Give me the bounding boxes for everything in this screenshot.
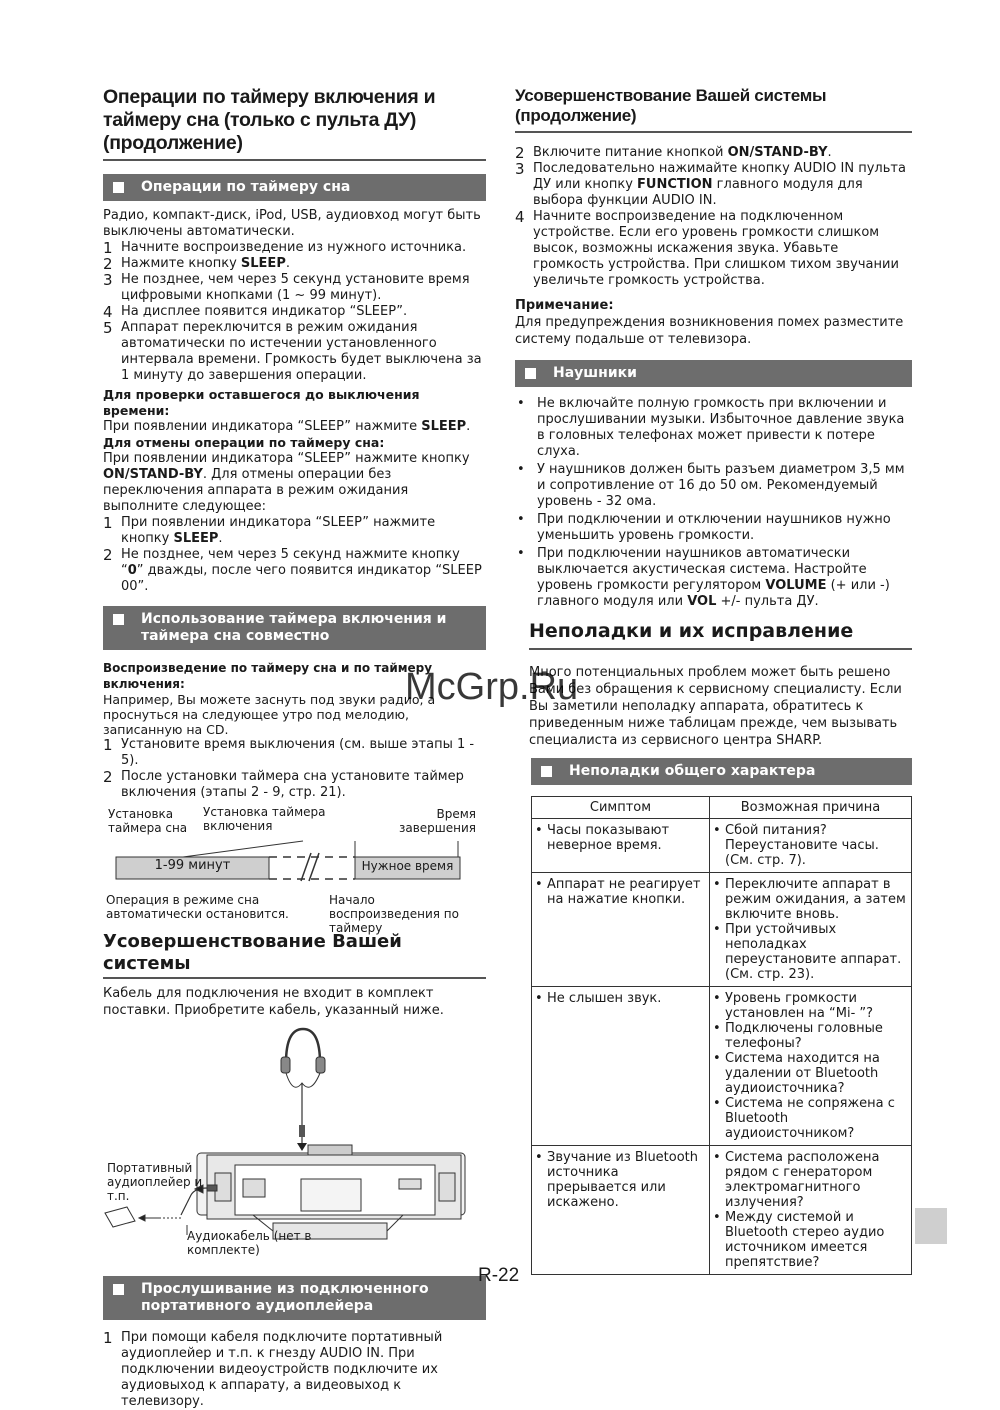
numbered-step	[103, 304, 486, 320]
label-portable-player: Портативный аудиоплейер и т.п.	[107, 1161, 203, 1203]
portable-section-header	[103, 1276, 486, 1320]
numbered-step	[515, 145, 912, 161]
portable-section-title: Прослушивание из подключенного портативного аудиоплейера	[141, 1281, 429, 1314]
square-bullet-icon	[113, 614, 124, 625]
page-title-right: Усовершенствование Вашей системы (продолжение)	[515, 84, 912, 133]
cause-text: Уровень громкости установлен на “Mi- ”?	[725, 991, 874, 1021]
bullet-icon: •	[713, 1096, 721, 1111]
cancel-steps	[103, 515, 486, 595]
symptom-text: Звучание из Bluetooth источника прерывается или искажено.	[547, 1150, 699, 1210]
page-title-left: Операции по таймеру включения и таймеру сна (только с пульта ДУ) (продолжение)	[103, 84, 486, 161]
col-cause: Возможная причина	[710, 797, 912, 819]
cause-text: Между системой и Bluetooth стерео аудио источником имеется препятствие?	[725, 1210, 885, 1270]
cause-cell	[710, 987, 912, 1146]
bullet-icon: •	[517, 546, 525, 561]
headphones-bullets	[515, 396, 912, 610]
cause-cell	[710, 873, 912, 987]
enhance-title: Усовершенствование Вашей системы	[103, 931, 402, 974]
combined-section-title: Использование таймера включения и таймера сна совместно	[141, 611, 447, 644]
step-number: 2	[103, 546, 113, 564]
bullet-text: У наушников должен быть разъем диаметром 3,5 мм и сопротивление от 16 до 50 ом. Рекомендуемый уровень - 32 ома.	[537, 462, 905, 509]
step-number: 4	[515, 208, 525, 226]
step-number: 1	[103, 736, 113, 754]
right-steps	[515, 145, 912, 289]
square-bullet-icon	[113, 182, 124, 193]
check-text: При появлении индикатора “SLEEP” нажмите SLEEP.	[103, 419, 471, 434]
step-text: При помощи кабеля подключите портативный аудиоплейер и т.п. к гнезду AUDIO IN. При подключении видеоустройств подключите их аудиовыход к аппарату, а видеовыход к телевизору.	[121, 1330, 443, 1409]
cancel-heading: Для отмены операции по таймеру сна:	[103, 435, 385, 450]
bullet-icon: •	[517, 512, 525, 527]
step-number: 5	[103, 319, 113, 337]
sleep-section-title: Операции по таймеру сна	[141, 179, 351, 195]
step-number: 3	[103, 271, 113, 289]
numbered-step	[515, 161, 912, 209]
bullet-icon: •	[713, 922, 721, 937]
cause-text: Система не сопряжена с Bluetooth аудиоисточником?	[725, 1096, 895, 1141]
sleep-intro: Радио, компакт-диск, iPod, USB, аудиовход могут быть выключены автоматически.	[103, 208, 481, 239]
portable-steps	[103, 1330, 486, 1410]
bullet-icon: •	[713, 877, 721, 892]
bullet-icon: •	[535, 991, 543, 1006]
cancel-text: При появлении индикатора “SLEEP” нажмите кнопку ON/STAND-BY. Для отмены операции без переключения аппарата в режим ожидания выполните следующее:	[103, 451, 470, 514]
combined-intro: Например, Вы можете заснуть под звуки радио, а проснуться на следующее утро под мелодию, записанную на CD.	[103, 692, 436, 737]
note-text: Для предупреждения возникновения помех разместите систему подальше от телевизора.	[515, 315, 904, 347]
combined-subheading: Воспроизведение по таймеру сна и по таймеру включения:	[103, 661, 433, 691]
combined-steps	[103, 737, 486, 801]
table-row	[532, 819, 912, 873]
sleep-steps	[103, 240, 486, 384]
step-text: Начните воспроизведение на подключенном устройстве. Если его уровень громкости слишком высок, возможны искажения звука. Убавьте громкость устройства. При слишком тихом звучании увеличьте громкость устройства.	[533, 209, 899, 288]
step-text: Аппарат переключится в режим ожидания автоматически по истечении установленного интервала времени. Громкость будет выключена за 1 минуту до завершения операции.	[121, 320, 482, 383]
general-problems-title: Неполадки общего характера	[569, 763, 816, 779]
numbered-step	[103, 1330, 486, 1410]
combined-section-header	[103, 606, 486, 650]
symptom-text: Не слышен звук.	[547, 991, 662, 1006]
bullet-icon: •	[713, 991, 721, 1006]
numbered-step	[103, 547, 486, 595]
step-number: 4	[103, 303, 113, 321]
step-text: На дисплее появится индикатор “SLEEP”.	[121, 304, 408, 319]
troubleshooting-title: Неполадки и их исправление	[529, 620, 912, 650]
page-side-tab	[915, 1208, 947, 1244]
col-symptom: Симптом	[532, 797, 710, 819]
headphones-icon	[281, 1029, 325, 1151]
numbered-step	[515, 209, 912, 289]
step-number: 2	[103, 768, 113, 786]
numbered-step	[103, 515, 486, 547]
symptom-cell	[532, 819, 710, 873]
label-audio-cable: Аудиокабель (нет в комплекте)	[187, 1229, 312, 1257]
left-column	[103, 84, 486, 1410]
cause-text: Система находится на удалении от Bluetooth аудиоисточника?	[725, 1051, 880, 1096]
bullet-icon: •	[517, 396, 525, 411]
square-bullet-icon	[525, 368, 536, 379]
step-text: Не позднее, чем через 5 секунд установите время цифровыми кнопками (1 ~ 99 минут).	[121, 272, 470, 303]
bullet-text: Не включайте полную громкость при включении и прослушивании музыки. Избыточное давление звука в головных телефонах может привести к потере слуха.	[537, 396, 905, 459]
step-number: 1	[103, 514, 113, 532]
bullet-item	[515, 396, 912, 460]
cause-text: Сбой питания? Переустановите часы. (См. стр. 7).	[725, 823, 879, 868]
cause-text: Система расположена рядом с генератором электромагнитного излучения?	[725, 1150, 880, 1210]
step-text: Последовательно нажимайте кнопку AUDIO IN пульта ДУ или кнопку FUNCTION главного модуля для выбора функции AUDIO IN.	[533, 161, 906, 208]
bullet-icon: •	[535, 823, 543, 838]
main-unit-back	[197, 1145, 465, 1239]
connection-diagram	[103, 1025, 486, 1273]
step-text: Установите время выключения (см. выше этапы 1 - 5).	[121, 737, 475, 768]
troubleshooting-table	[531, 796, 912, 1275]
label-sleep-set: Установка таймера сна	[108, 807, 188, 835]
portable-player-icon	[105, 1207, 187, 1235]
general-problems-header	[531, 758, 912, 785]
cause-cell	[710, 819, 912, 873]
note-heading: Примечание:	[515, 298, 614, 313]
enhance-divider	[103, 977, 486, 979]
step-number: 1	[103, 1329, 113, 1347]
square-bullet-icon	[541, 766, 552, 777]
symptom-cell	[532, 873, 710, 987]
step-text: Начните воспроизведение из нужного источника.	[121, 240, 467, 255]
bullet-item	[515, 462, 912, 510]
numbered-step	[103, 256, 486, 272]
bullet-item	[515, 546, 912, 610]
step-number: 1	[103, 239, 113, 257]
timer-diagram	[103, 805, 486, 935]
step-text: При появлении индикатора “SLEEP” нажмите кнопку SLEEP.	[121, 515, 436, 546]
page-number: R-22	[478, 1265, 520, 1286]
label-timer-set: Установка таймера включения	[203, 805, 326, 833]
step-number: 3	[515, 160, 525, 178]
step-text: После установки таймера сна установите таймер включения (этапы 2 - 9, стр. 21).	[121, 769, 464, 800]
numbered-step	[103, 240, 486, 256]
symptom-text: Аппарат не реагирует на нажатие кнопки.	[547, 877, 701, 907]
numbered-step	[103, 272, 486, 304]
table-row	[532, 873, 912, 987]
sleep-section-header	[103, 174, 486, 201]
bullet-item	[515, 512, 912, 544]
step-text: Нажмите кнопку SLEEP.	[121, 256, 290, 271]
box-left-label: 1-99 минут	[154, 858, 231, 873]
enhance-intro: Кабель для подключения не входит в комплект поставки. Приобретите кабель, указанный ниже.	[103, 986, 444, 1018]
bullet-text: При подключении и отключении наушников нужно уменьшить уровень громкости.	[537, 512, 891, 543]
bullet-icon: •	[535, 1150, 543, 1165]
check-heading: Для проверки оставшегося до выключения времени:	[103, 387, 420, 418]
label-bottom-left: Операция в режиме сна автоматически остановится.	[106, 893, 289, 921]
table-row	[532, 987, 912, 1146]
cause-text: Подключены головные телефоны?	[725, 1021, 883, 1051]
bullet-icon: •	[713, 1150, 721, 1165]
bullet-icon: •	[713, 1051, 721, 1066]
bullet-icon: •	[535, 877, 543, 892]
bullet-icon: •	[517, 462, 525, 477]
box-right-label: Нужное время	[361, 859, 454, 873]
numbered-step	[103, 737, 486, 769]
bullet-text: При подключении наушников автоматически выключается акустическая система. Настройте уровень громкости регулятором VOLUME (+ или -) главного модуля или VOL +/- пульта ДУ.	[537, 546, 890, 609]
cause-text: При устойчивых неполадках переустановите аппарат. (См. стр. 23).	[725, 922, 902, 982]
cause-cell	[710, 1146, 912, 1275]
label-bottom-right: Начало воспроизведения по таймеру	[329, 893, 459, 935]
headphones-header	[515, 360, 912, 387]
troubleshooting-intro: Много потенциальных проблем может быть решено Вами без обращения к сервисному специалисту. Если Вы заметили неполадку аппарата, обратитесь к приведенным ниже таблицам прежде, чем вызывать специалиста из сервисного центра SHARP.	[529, 665, 902, 748]
label-end: Время завершения	[398, 807, 476, 835]
cause-text: Переключите аппарат в режим ожидания, а затем включите вновь.	[725, 877, 906, 922]
step-number: 2	[103, 255, 113, 273]
bullet-icon: •	[713, 1021, 721, 1036]
headphones-title: Наушники	[553, 365, 637, 381]
symptom-cell	[532, 987, 710, 1146]
symptom-cell	[532, 1146, 710, 1275]
numbered-step	[103, 769, 486, 801]
numbered-step	[103, 320, 486, 384]
pointer-line	[183, 841, 303, 857]
table-row	[532, 1146, 912, 1275]
bullet-icon: •	[713, 823, 721, 838]
bullet-icon: •	[713, 1210, 721, 1225]
watermark: McGrp.Ru	[405, 666, 579, 708]
step-number: 2	[515, 144, 525, 162]
step-text: Не позднее, чем через 5 секунд нажмите кнопку “0” дважды, после чего появится индикатор “SLEEP 00”.	[121, 547, 482, 594]
step-text: Включите питание кнопкой ON/STAND-BY.	[533, 145, 832, 160]
square-bullet-icon	[113, 1284, 124, 1295]
symptom-text: Часы показывают неверное время.	[547, 823, 670, 853]
